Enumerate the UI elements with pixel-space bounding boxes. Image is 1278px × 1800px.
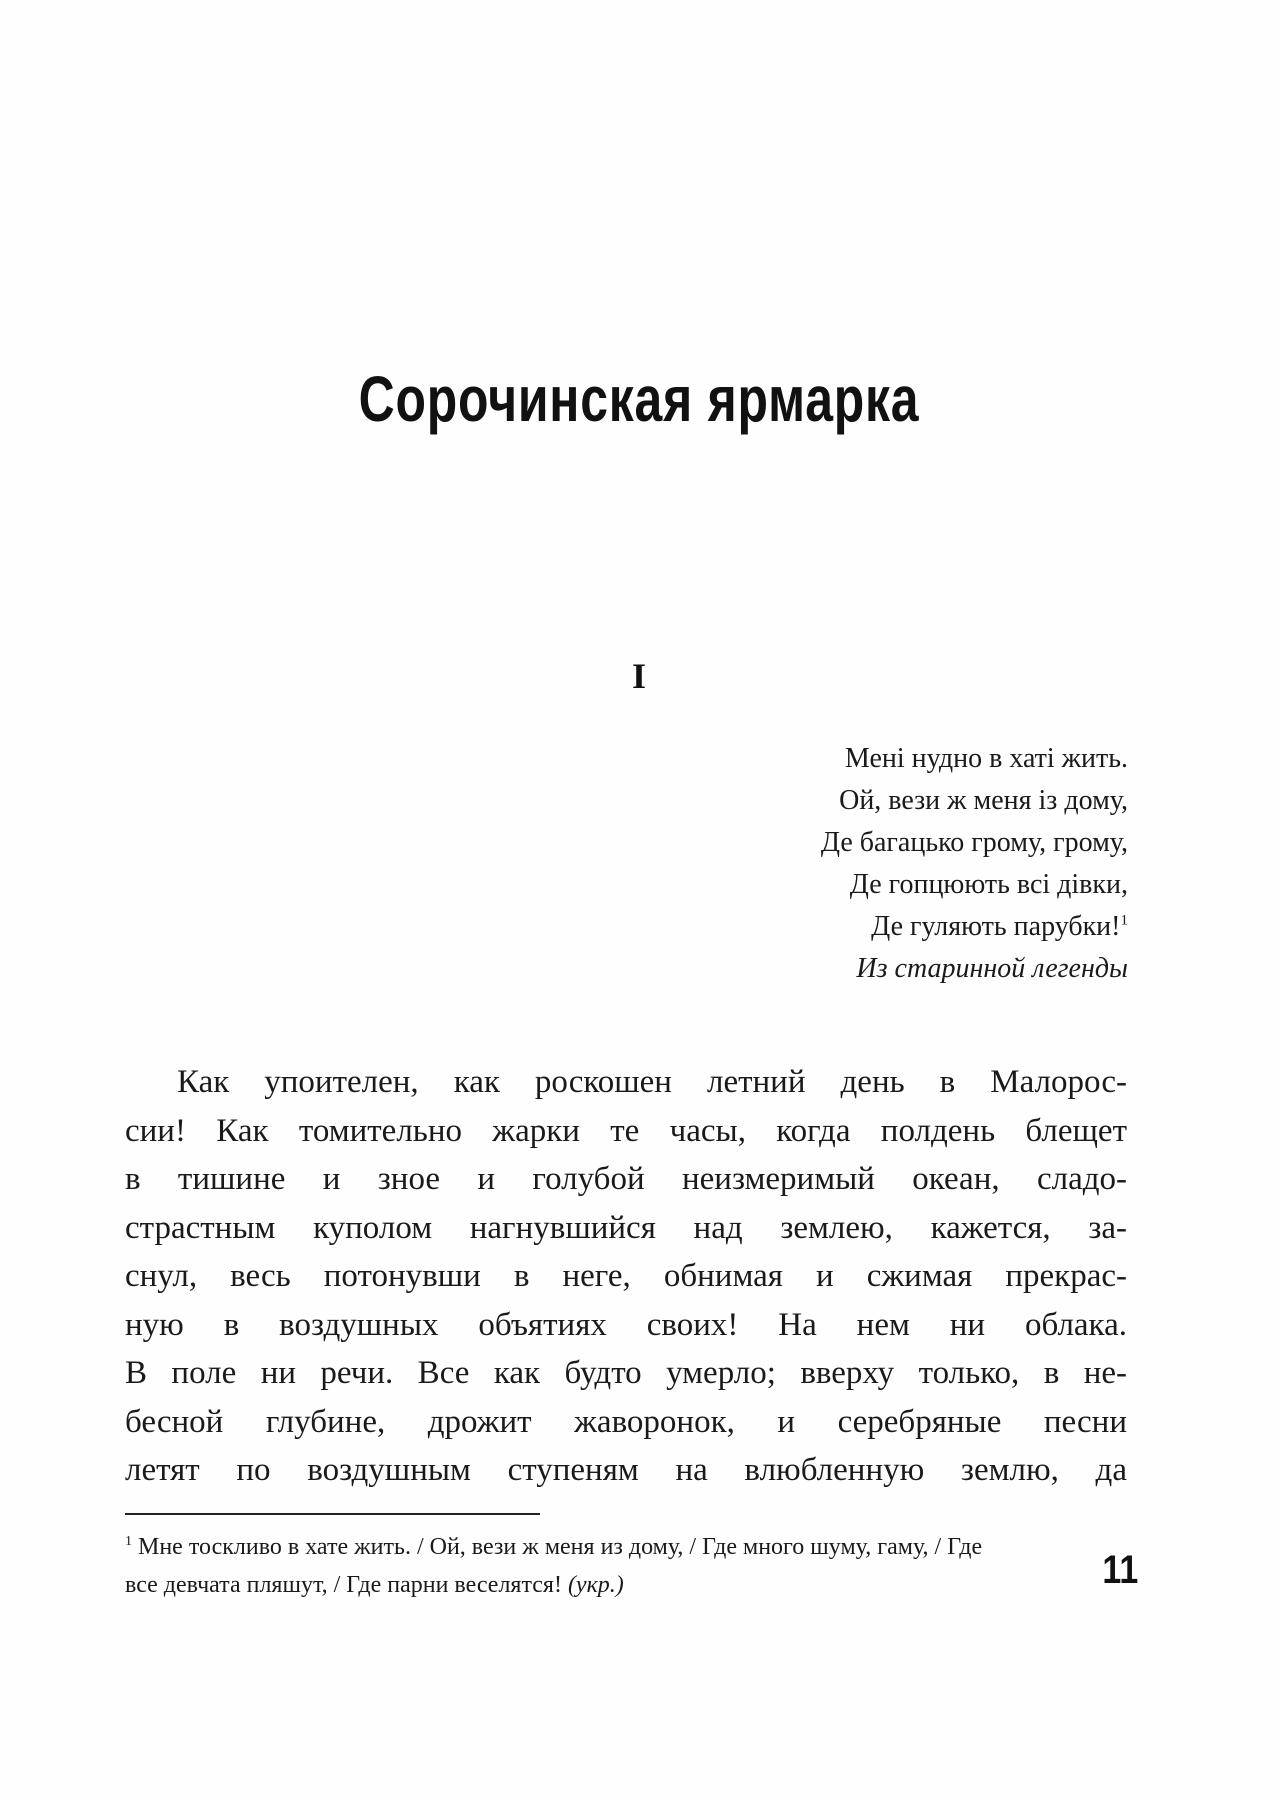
- body-line: в тишине и зное и голубой неизмеримый океан, сладо-: [125, 1161, 1127, 1197]
- footnote-divider: [125, 1513, 540, 1515]
- epigraph-line: Ой, вези ж меня із дому,: [839, 785, 1128, 816]
- body-line: ную в воздушных объятиях своих! На нем ни облака.: [125, 1306, 1127, 1343]
- epigraph-source: Из старинной легенды: [856, 953, 1128, 984]
- epigraph-line: Де багацько грому, грому,: [820, 827, 1128, 858]
- page-title: Сорочинская ярмарка: [358, 363, 920, 435]
- body-line: Как упоителен, как роскошен летний день в Малорос-: [177, 1064, 1127, 1100]
- footnote: [125, 1528, 1005, 1604]
- page-number: 11: [1102, 1548, 1138, 1592]
- epigraph-line: Де гуляють парубки!: [871, 911, 1121, 942]
- body-line: страстным куполом нагнувшийся над землею, кажется, за-: [125, 1209, 1127, 1246]
- footnote-text: Мне тоскливо в хате жить. / Ой, вези ж меня из дому, / Где много шуму, гаму, / Где все девчата пляшут, / Где парни веселятся!: [125, 1534, 983, 1598]
- epigraph: [821, 738, 1128, 990]
- footnote-mark: 1: [125, 1534, 132, 1549]
- footnote-reference: 1: [1120, 912, 1128, 929]
- body-line: бесной глубине, дрожит жаворонок, и серебряные песни: [125, 1403, 1127, 1440]
- body-line: летят по воздушным ступеням на влюбленную землю, да: [125, 1452, 1127, 1488]
- epigraph-line: Мені нудно в хаті жить.: [844, 743, 1128, 774]
- footnote-language: (укр.): [567, 1572, 624, 1598]
- epigraph-line: Де гопцюють всі дівки,: [849, 869, 1128, 900]
- epigraph-line-with-note: [821, 906, 1128, 948]
- body-paragraph: [125, 1058, 1127, 1495]
- body-line: снул, весь потонувши в неге, обнимая и сжимая прекрас-: [125, 1258, 1127, 1294]
- body-line: сии! Как томительно жарки те часы, когда полдень блещет: [125, 1112, 1127, 1149]
- body-line: В поле ни речи. Все как будто умерло; вверху только, в не-: [125, 1355, 1127, 1391]
- chapter-number: I: [631, 656, 646, 696]
